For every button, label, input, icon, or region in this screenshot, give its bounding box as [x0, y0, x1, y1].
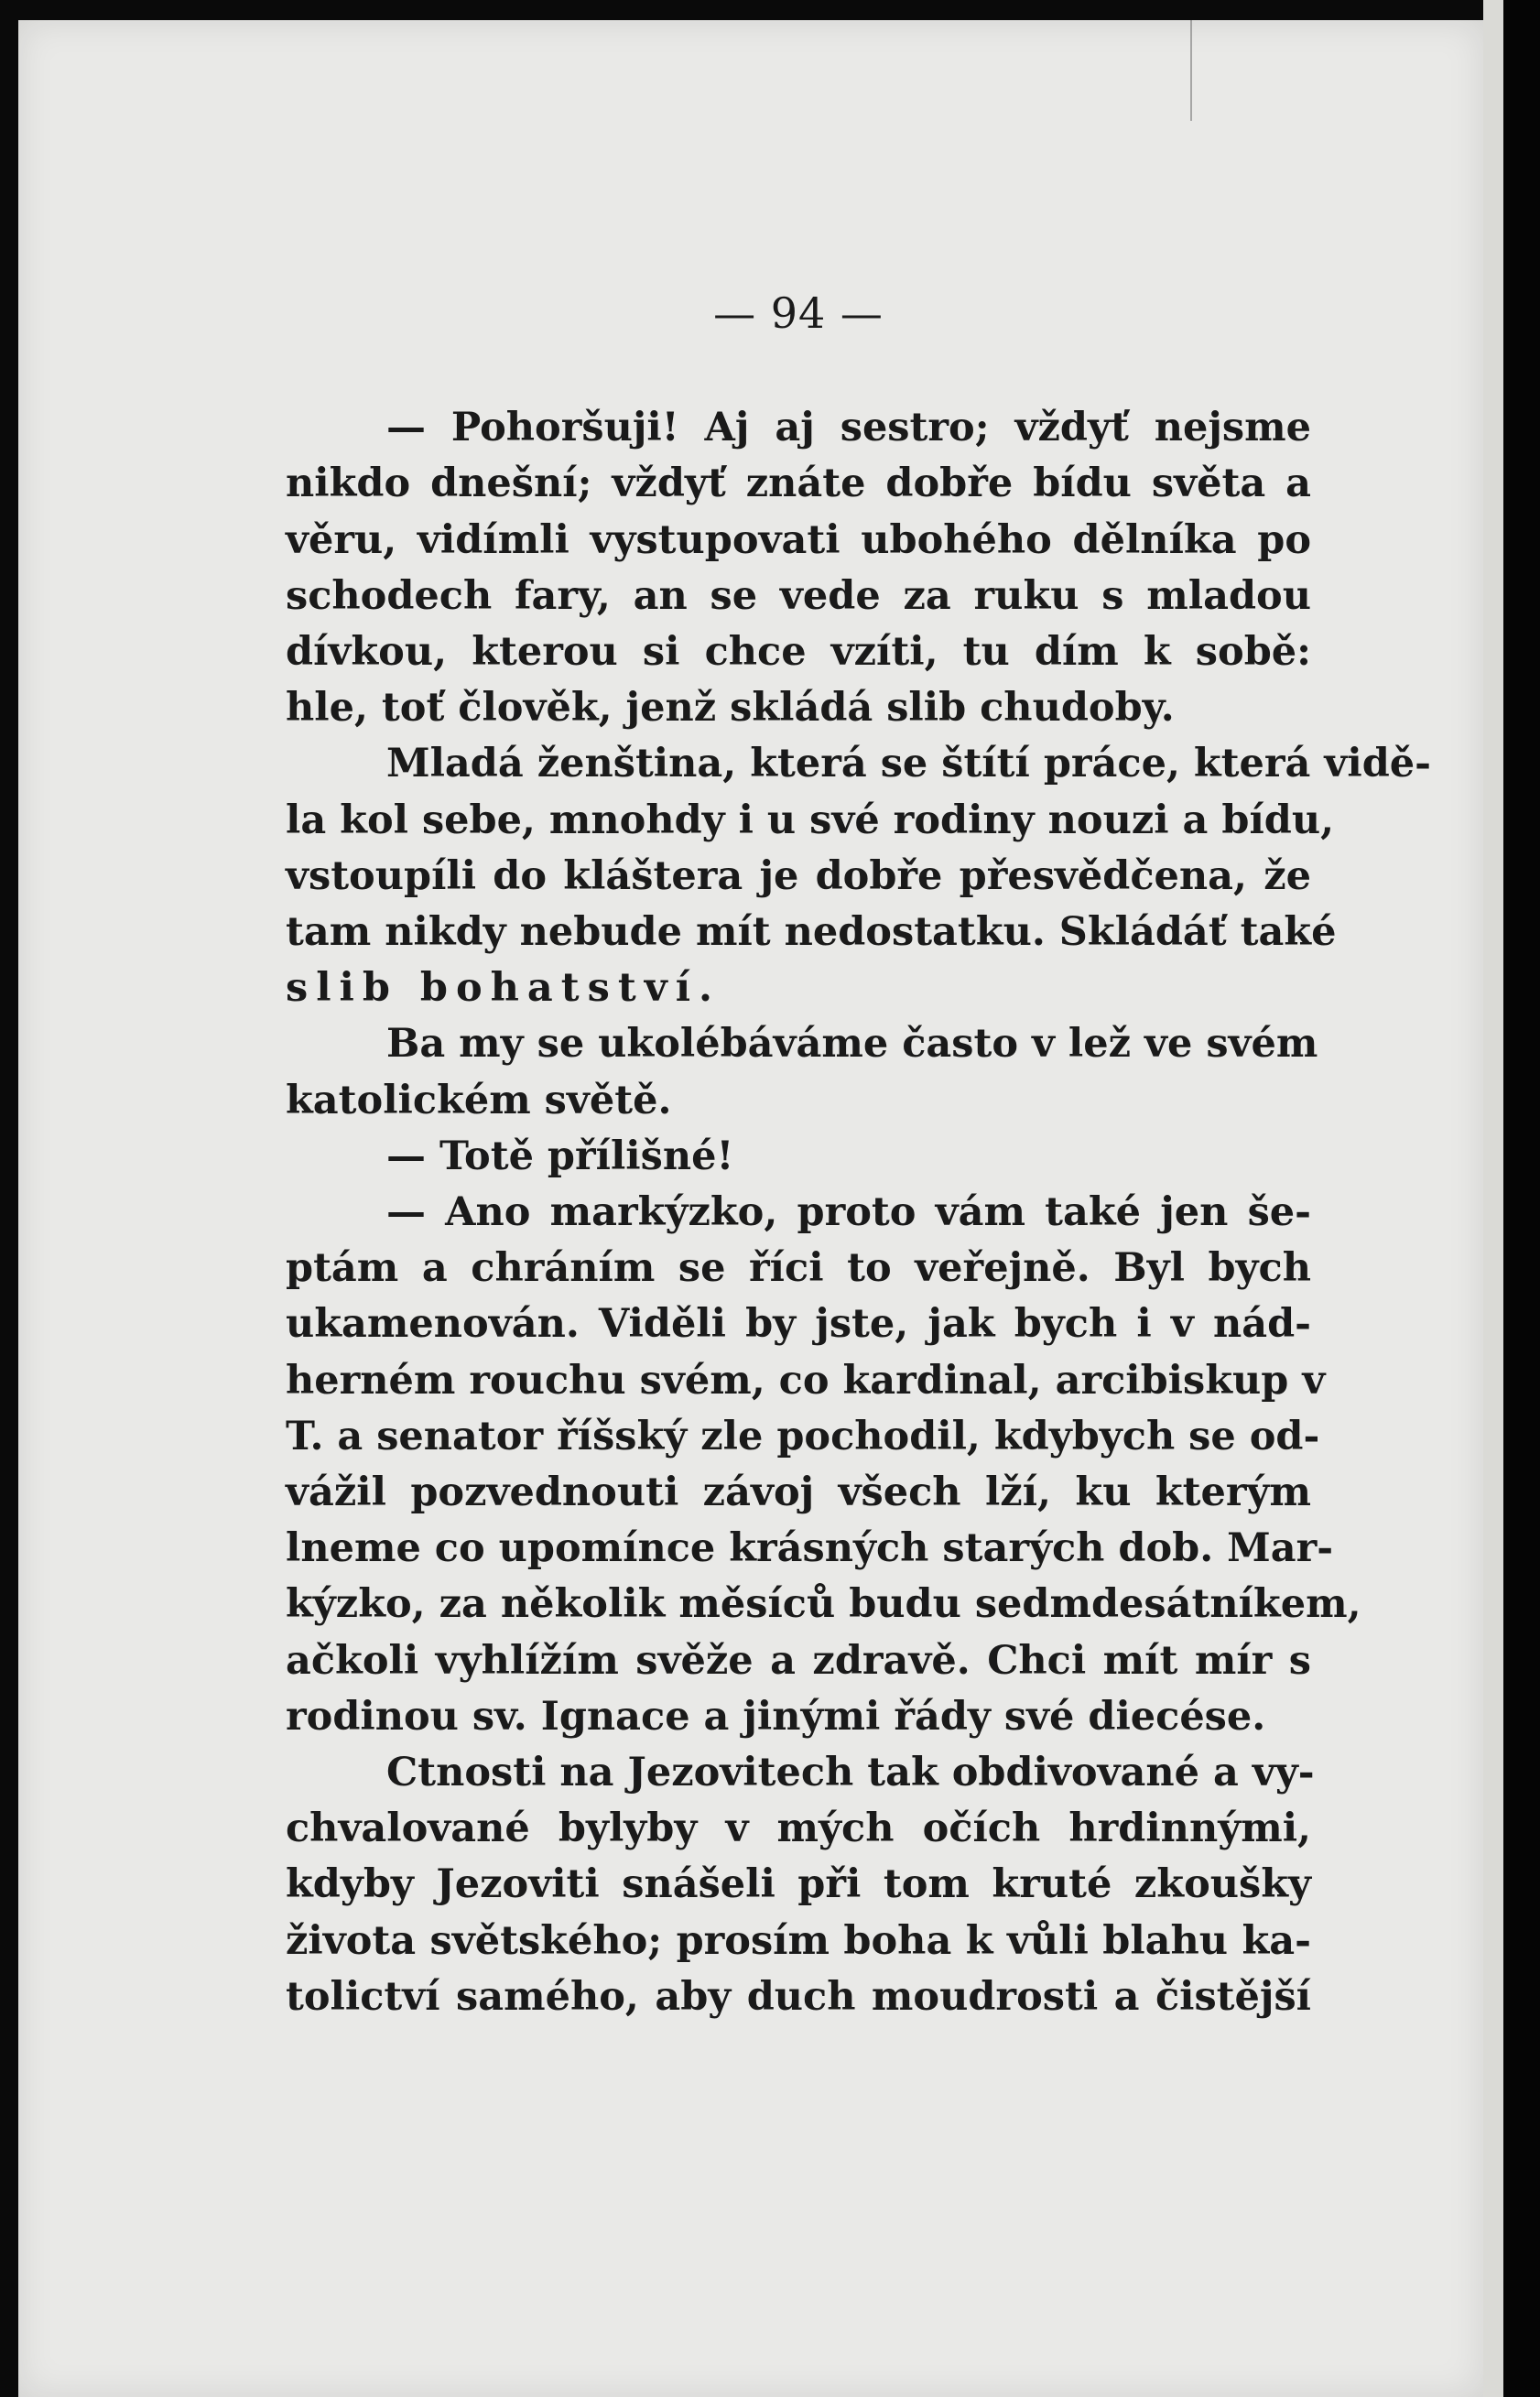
text-line: rodinou sv. Ignace a jinými řády své diecése.	[286, 1693, 1266, 1740]
text-line: — Ano markýzko, proto vám také jen še-	[386, 1189, 1311, 1236]
text-line: hle, toť člověk, jenž skládá slib chudoby.	[286, 685, 1175, 732]
text-line: ačkoli vyhlížím svěže a zdravě. Chci mít mír s	[286, 1637, 1311, 1684]
text-line: chvalované bylyby v mých očích hrdinnými,	[286, 1806, 1311, 1852]
text-line: herném rouchu svém, co kardinal, arcibiskup v	[286, 1357, 1326, 1404]
text-line: — Pohoršuji! Aj aj sestro; vždyť nejsme	[386, 405, 1311, 451]
page-text	[286, 286, 1431, 2025]
text-line: slib bohatství.	[286, 965, 721, 1012]
text-line: Ctnosti na Jezovitech tak obdivované a vy-	[386, 1750, 1315, 1796]
text-line: — Totě přílišné!	[386, 1133, 734, 1179]
scan-border	[1503, 0, 1540, 2397]
page-number: — 94 —	[713, 288, 884, 338]
text-line: T. a senator říšský zle pochodil, kdybych se od-	[286, 1413, 1320, 1459]
text-line: vstoupíli do kláštera je dobře přesvědčena, že	[286, 852, 1311, 899]
page-crease	[1190, 20, 1192, 121]
text-line: schodech fary, an se vede za ruku s mladou	[286, 572, 1311, 619]
adjacent-page-edge	[1483, 0, 1503, 2397]
text-line: tolictví samého, aby duch moudrosti a čistější	[286, 1973, 1311, 2020]
text-line: ukamenován. Viděli by jste, jak bych i v nád-	[286, 1301, 1311, 1348]
text-line: lneme co upomínce krásných starých dob. Mar-	[286, 1525, 1334, 1572]
text-line: Mladá ženština, která se štítí práce, která vidě-	[386, 741, 1431, 787]
text-line: dívkou, kterou si chce vzíti, tu dím k sobě:	[286, 629, 1311, 676]
text-line: kýzko, za několik měsíců budu sedmdesátníkem,	[286, 1581, 1361, 1628]
text-line: ptám a chráním se říci to veřejně. Byl bych	[286, 1245, 1311, 1292]
text-line: života světského; prosím boha k vůli blahu ka-	[286, 1917, 1311, 1964]
text-line: tam nikdy nebude mít nedostatku. Skládáť také	[286, 909, 1337, 956]
text-line: vážil pozvednouti závoj všech lží, ku kterým	[286, 1470, 1311, 1516]
text-line: kdyby Jezoviti snášeli při tom kruté zkoušky	[286, 1861, 1311, 1908]
text-line: nikdo dnešní; vždyť znáte dobře bídu světa a	[286, 461, 1311, 507]
text-line: Ba my se ukolébáváme často v lež ve svém	[386, 1021, 1318, 1068]
text-line: la kol sebe, mnohdy i u své rodiny nouzi a bídu,	[286, 797, 1335, 843]
text-line: katolickém světě.	[286, 1077, 672, 1123]
text-line: věru, vidímli vystupovati ubohého dělníka po	[286, 516, 1311, 563]
